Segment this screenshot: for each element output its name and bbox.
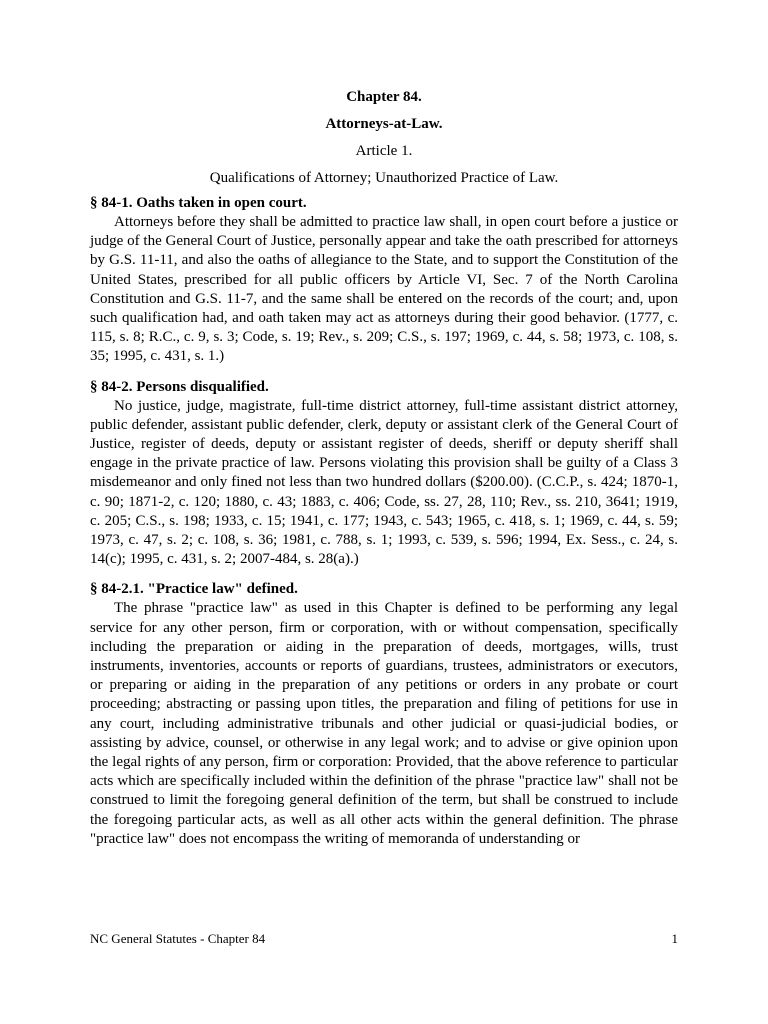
- section-84-1: [90, 194, 678, 367]
- section-body: No justice, judge, magistrate, full-time district attorney, full-time assistant district attorney, public defender, assistant public defender, clerk, deputy or assistant clerk of the General Court of Justice, register of deeds, deputy or assistant register of deeds, sheriff or deputy sheriff shall engage in the private practice of law. Persons violating this provision shall be guilty of a Class 3 misdemeanor and only fined not less than two hundred dollars ($200.00). (C.C.P., s. 424; 1870-1, c. 90; 1871-2, c. 120; 1880, c. 43; 1883, c. 406; Code, ss. 27, 28, 110; Rev., ss. 210, 3641; 1919, c. 205; C.S., s. 198; 1933, c. 15; 1941, c. 177; 1943, c. 543; 1965, c. 418, s. 1; 1969, c. 44, s. 59; 1973, c. 47, s. 2; c. 108, s. 36; 1981, c. 788, s. 1; 1993, c. 539, s. 596; 1994, Ex. Sess., c. 24, s. 14(c); 1995, c. 431, s. 2; 2007-484, s. 28(a).): [90, 397, 678, 568]
- section-heading: § 84-1. Oaths taken in open court.: [90, 195, 307, 211]
- article-number: Article 1.: [355, 143, 413, 159]
- chapter-number: Chapter 84.: [346, 89, 422, 105]
- section-body: The phrase "practice law" as used in this Chapter is defined to be performing any legal service for any other person, firm or corporation, with or without compensation, specifically including the preparation or aiding in the preparation of deeds, mortgages, wills, trust instruments, inventories, accounts or reports of guardians, trustees, administrators or executors, or preparing or aiding in the preparation of any petitions or orders in any probate or court proceeding; abstracting or passing upon titles, the preparation and filing of petitions for use in any court, including administrative tribunals and other judicial or quasi-judicial bodies, or assisting by advice, counsel, or otherwise in any legal work; and to advise or give opinion upon the legal rights of any person, firm or corporation: Provided, that the above reference to particular acts which are specifically included within the definition of the phrase "practice law" shall not be construed to limit the foregoing general definition of the term, but shall be construed to include the foregoing particular acts, as well as all other acts within the general definition. The phrase "practice law" does not encompass the writing of memoranda of understanding or: [90, 600, 678, 847]
- section-heading: § 84-2. Persons disqualified.: [90, 378, 269, 395]
- document-page: [90, 88, 678, 860]
- chapter-title: Attorneys-at-Law.: [325, 116, 443, 132]
- page-number: 1: [671, 931, 678, 946]
- footer-title: NC General Statutes - Chapter 84: [90, 931, 266, 946]
- article-title: Qualifications of Attorney; Unauthorized Practice of Law.: [209, 170, 559, 186]
- section-84-2-1: [90, 580, 678, 849]
- page-footer: [90, 931, 678, 947]
- section-heading: § 84-2.1. "Practice law" defined.: [90, 581, 298, 598]
- section-84-2: [90, 378, 678, 570]
- section-body: Attorneys before they shall be admitted to practice law shall, in open court before a justice or judge of the General Court of Justice, personally appear and take the oath prescribed for attorneys by G.S. 11-11, and also the oaths of allegiance to the State, and to support the Constitution of the United States, prescribed for all public officers by Article VI, Sec. 7 of the North Carolina Constitution and G.S. 11-7, and the same shall be entered on the records of the court; and, upon such qualification had, and oath taken may act as attorneys during their good behavior. (1777, c. 115, s. 8; R.C., c. 9, s. 3; Code, s. 19; Rev., s. 209; C.S., s. 197; 1969, c. 44, s. 58; 1973, c. 108, s. 35; 1995, c. 431, s. 1.): [90, 214, 678, 365]
